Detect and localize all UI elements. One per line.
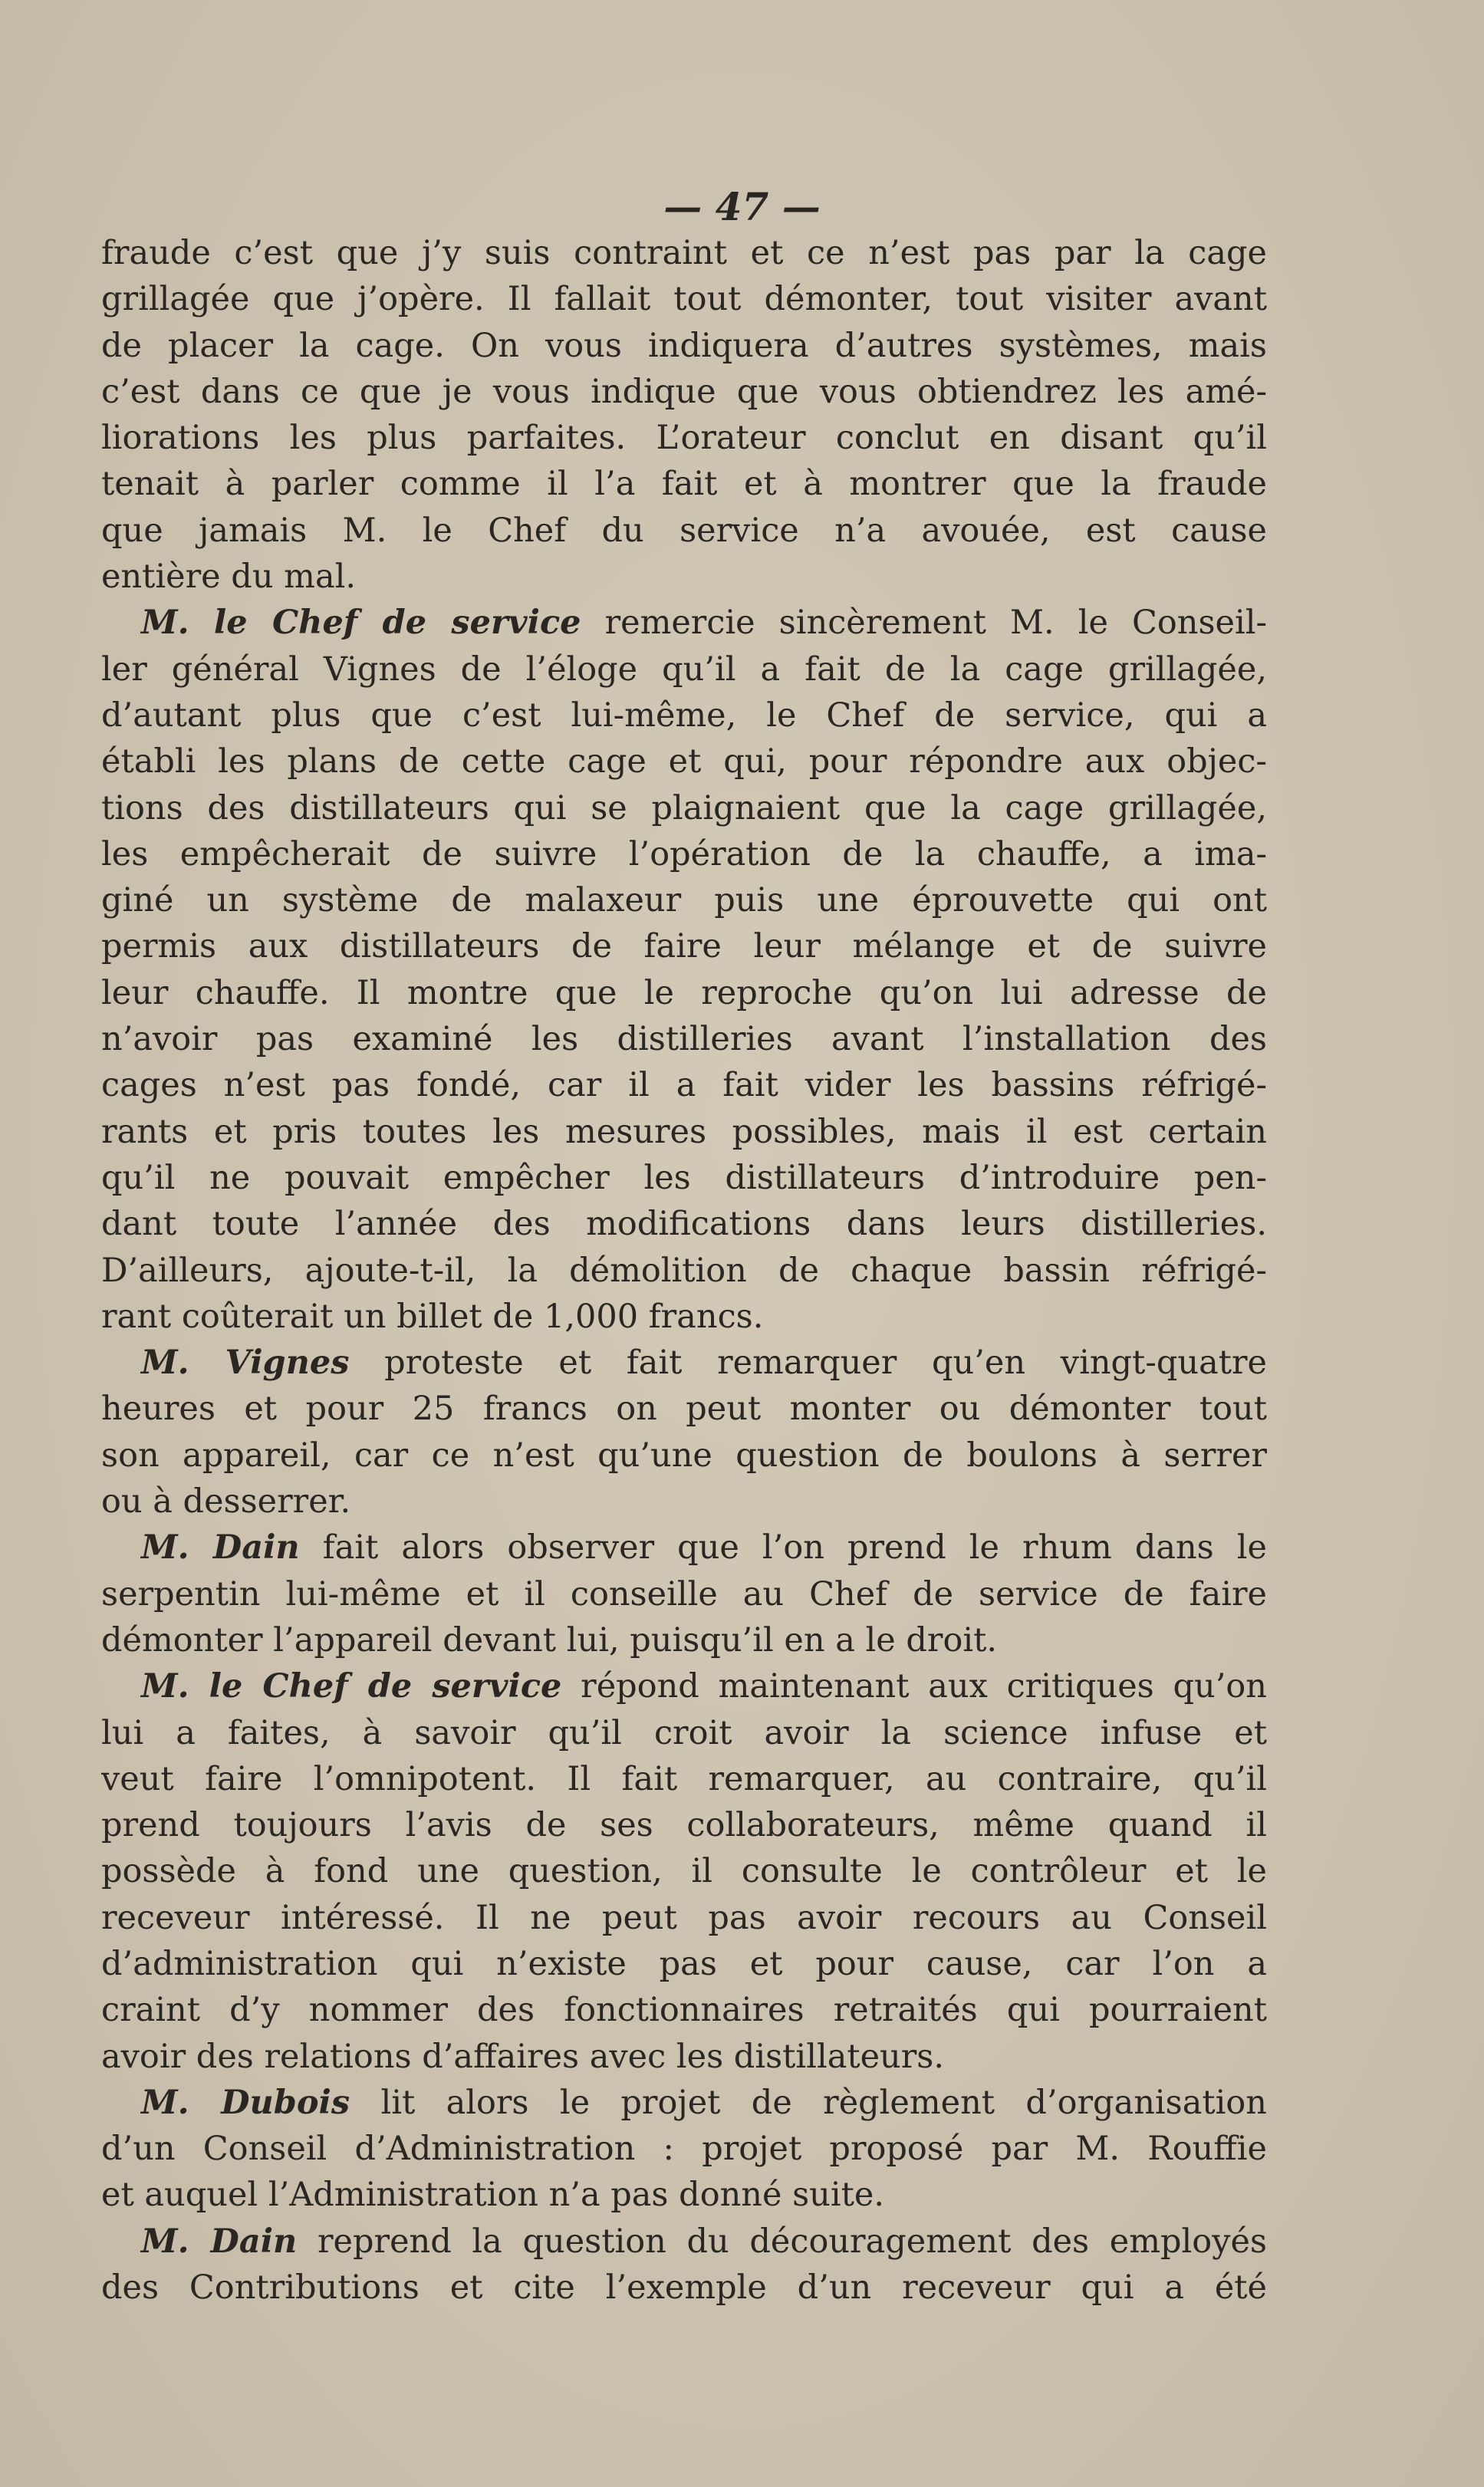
text-line: entière du mal.	[101, 558, 357, 597]
text-line: D’ailleurs, ajoute-t-il, la démolition de chaque bassin réfrigé-	[101, 1251, 1267, 1290]
text-line: receveur intéressé. Il ne peut pas avoir recours au Conseil	[101, 1898, 1267, 1937]
text-line: M. le Chef de service remercie sincèrement M. le Conseil-	[141, 604, 1267, 643]
text-line: M. Dain fait alors observer que l’on prend le rhum dans le	[141, 1528, 1267, 1568]
text-line: rant coûterait un billet de 1,000 francs.	[101, 1297, 764, 1336]
text-line: dant toute l’année des modifications dans leurs distilleries.	[101, 1205, 1267, 1244]
text-line: avoir des relations d’affaires avec les distillateurs.	[101, 2037, 945, 2076]
body-text	[101, 230, 1267, 2311]
speaker-name: M. Vignes	[141, 1344, 350, 1383]
speaker-name: M. le Chef de service	[141, 1667, 562, 1706]
speaker-name: M. Dubois	[141, 2083, 350, 2122]
text-line: de placer la cage. On vous indiquera d’autres systèmes, mais	[101, 326, 1267, 365]
page-number: — 47 —	[663, 184, 821, 229]
text-line: lui a faites, à savoir qu’il croit avoir la science infuse et	[101, 1713, 1267, 1752]
text-line: craint d’y nommer des fonctionnaires retraités qui pourraient	[101, 1991, 1267, 2030]
text-line: prend toujours l’avis de ses collaborateurs, même quand il	[101, 1806, 1267, 1845]
text-line: M. Dubois lit alors le projet de règlement d’organisation	[141, 2083, 1267, 2122]
text-line: serpentin lui-même et il conseille au Chef de service de faire	[101, 1574, 1267, 1614]
speaker-name: M. Dain	[141, 1528, 300, 1568]
text-line: tions des distillateurs qui se plaignaient que la cage grillagée,	[101, 788, 1267, 827]
text-line: son appareil, car ce n’est qu’une question de boulons à serrer	[101, 1436, 1267, 1475]
text-line: des Contributions et cite l’exemple d’un receveur qui a été	[101, 2268, 1267, 2308]
text-line: c’est dans ce que je vous indique que vous obtiendrez les amé-	[101, 372, 1267, 411]
speaker-name: M. Dain	[141, 2222, 298, 2261]
text-line: leur chauffe. Il montre que le reproche qu’on lui adresse de	[101, 973, 1267, 1012]
text-line: démonter l’appareil devant lui, puisqu’il en a le droit.	[101, 1620, 998, 1660]
text-line: que jamais M. le Chef du service n’a avouée, est cause	[101, 511, 1267, 550]
text-line: d’un Conseil d’Administration : projet proposé par M. Rouffie	[101, 2130, 1267, 2169]
text-line: possède à fond une question, il consulte le contrôleur et le	[101, 1852, 1267, 1891]
text-line: fraude c’est que j’y suis contraint et ce n’est pas par la cage	[101, 234, 1267, 272]
text-line: permis aux distillateurs de faire leur mélange et de suivre	[101, 927, 1267, 966]
speaker-name: M. le Chef de service	[141, 604, 581, 643]
text-line: rants et pris toutes les mesures possibles, mais il est certain	[101, 1112, 1267, 1151]
text-line: ou à desserrer.	[101, 1482, 351, 1521]
text-line: M. Vignes proteste et fait remarquer qu’en vingt-quatre	[141, 1344, 1267, 1383]
text-line: d’autant plus que c’est lui-même, le Chef de service, qui a	[101, 696, 1267, 735]
text-line: liorations les plus parfaites. L’orateur conclut en disant qu’il	[101, 419, 1267, 458]
text-line: cages n’est pas fondé, car il a fait vider les bassins réfrigé-	[101, 1066, 1267, 1105]
text-line: les empêcherait de suivre l’opération de la chauffe, a ima-	[101, 834, 1267, 873]
text-line: qu’il ne pouvait empêcher les distillateurs d’introduire pen-	[101, 1158, 1267, 1197]
text-line: tenait à parler comme il l’a fait et à montrer que la fraude	[101, 465, 1267, 504]
text-line: établi les plans de cette cage et qui, pour répondre aux objec-	[101, 742, 1267, 781]
text-line: d’administration qui n’existe pas et pour cause, car l’on a	[101, 1944, 1267, 1983]
text-line: et auquel l’Administration n’a pas donné suite.	[101, 2176, 884, 2215]
text-line: M. Dain reprend la question du découragement des employés	[141, 2222, 1267, 2261]
text-line: n’avoir pas examiné les distilleries avant l’installation des	[101, 1020, 1267, 1059]
text-line: grillagée que j’opère. Il fallait tout démonter, tout visiter avant	[101, 280, 1267, 319]
text-line: heures et pour 25 francs on peut monter ou démonter tout	[101, 1390, 1267, 1429]
text-line: M. le Chef de service répond maintenant aux critiques qu’on	[141, 1667, 1267, 1706]
text-line: giné un système de malaxeur puis une éprouvette qui ont	[101, 881, 1267, 920]
text-line: ler général Vignes de l’éloge qu’il a fait de la cage grillagée,	[101, 650, 1267, 689]
text-line: veut faire l’omnipotent. Il fait remarquer, au contraire, qu’il	[101, 1759, 1267, 1798]
